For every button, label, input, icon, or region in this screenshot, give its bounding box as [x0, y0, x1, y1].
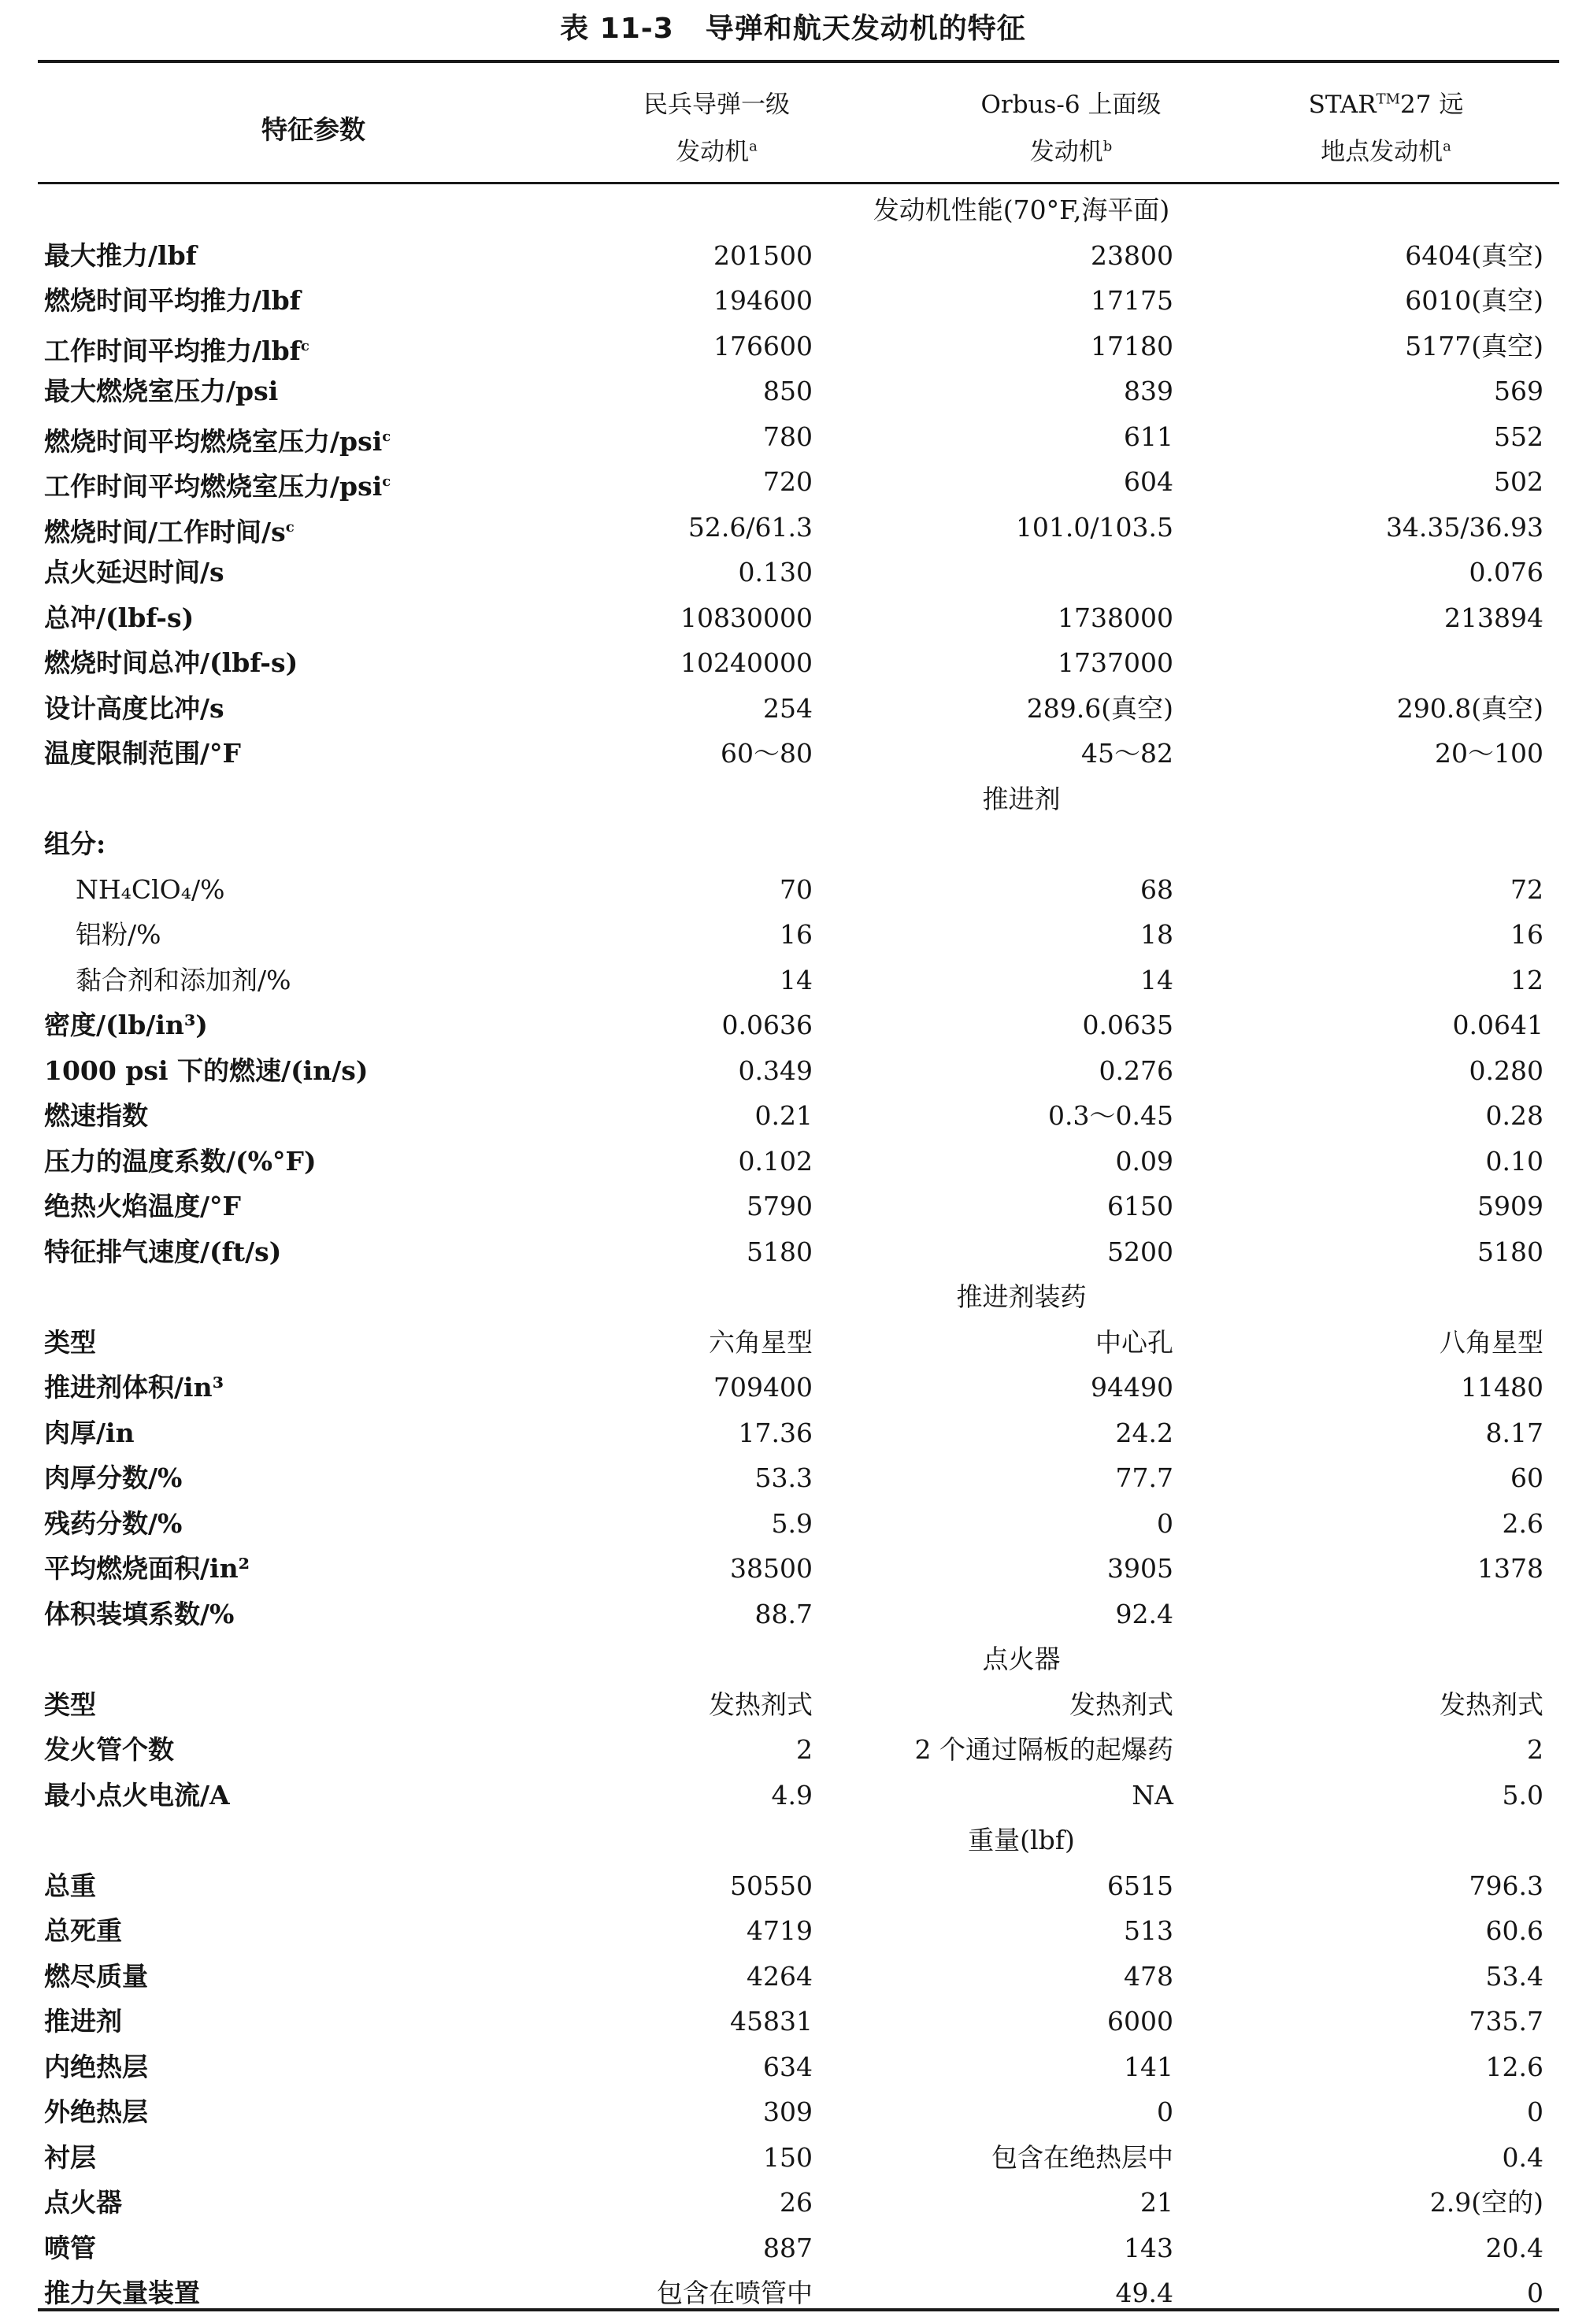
row-label-text: 黏合剂和添加剂/%	[76, 964, 291, 995]
cell-col3: 60.6	[1485, 1915, 1543, 1946]
cell-col2: 604	[1124, 466, 1173, 497]
row-label-text: 1000 psi 下的燃速/(in/s)	[44, 1055, 369, 1086]
cell-col1: 包含在喷管中	[657, 2278, 813, 2308]
row-label	[44, 2044, 148, 2090]
cell-col1: 六角星型	[709, 1326, 813, 1358]
row-label-text: 最小点火电流/A	[44, 1779, 230, 1811]
row-label-text: 发火管个数	[44, 1734, 174, 1765]
cell-col3: 552	[1494, 421, 1543, 452]
table-row	[0, 1592, 1586, 1637]
section-title: 推进剂	[982, 783, 1061, 814]
section-title: 推进剂装药	[956, 1281, 1087, 1312]
row-label	[44, 1682, 96, 1728]
row-label	[44, 550, 224, 595]
row-label-text: 工作时间平均燃烧室压力/psi	[44, 471, 383, 502]
cell-col2: 611	[1124, 421, 1173, 452]
row-label	[44, 505, 295, 555]
table-row	[0, 1954, 1586, 2000]
header-col1-line1: 民兵导弹一级	[643, 91, 790, 119]
row-label	[44, 686, 224, 732]
cell-col1: 0.130	[738, 557, 813, 587]
row-label-text: NH₄ClO₄/%	[76, 873, 225, 905]
row-label-text: 工作时间平均推力/lbf	[44, 335, 301, 366]
cell-col3: 735.7	[1469, 2006, 1543, 2037]
cell-col2: 94490	[1091, 1372, 1173, 1403]
cell-col3: 20.4	[1485, 2232, 1543, 2263]
section-header	[0, 1274, 1586, 1320]
row-label	[44, 2135, 96, 2181]
table-row	[0, 1773, 1586, 1818]
cell-col3: 八角星型	[1440, 1326, 1543, 1358]
row-label-text: 推进剂体积/in³	[44, 1372, 224, 1403]
row-label-footnote: c	[382, 428, 391, 445]
table-row	[0, 1139, 1586, 1184]
table-row	[0, 233, 1586, 279]
table-row	[0, 867, 1586, 913]
row-label	[44, 640, 298, 686]
table-row	[0, 324, 1586, 369]
table-row	[0, 1320, 1586, 1366]
row-label	[44, 1455, 182, 1501]
table-row	[0, 1727, 1586, 1773]
table-row	[0, 1682, 1586, 1728]
row-label	[44, 731, 241, 777]
row-label-text: 总死重	[44, 1915, 122, 1946]
top-rule	[38, 60, 1559, 63]
cell-col3: 16	[1510, 919, 1543, 950]
cell-col3: 6010(真空)	[1405, 285, 1543, 316]
cell-col2: 45～82	[1081, 738, 1173, 769]
cell-col2: 0.09	[1115, 1145, 1173, 1177]
row-label	[44, 2089, 148, 2135]
row-label	[44, 1229, 281, 1275]
cell-col1: 发热剂式	[709, 1688, 813, 1720]
row-label-text: 密度/(lb/in³)	[44, 1010, 208, 1040]
cell-col1: 201500	[713, 239, 813, 271]
cell-col2: 21	[1140, 2187, 1173, 2218]
table-row	[0, 2180, 1586, 2226]
cell-col3: 0.0641	[1452, 1010, 1543, 1040]
cell-col1: 309	[763, 2096, 813, 2127]
cell-col3: 1378	[1477, 1553, 1543, 1584]
table-row	[0, 686, 1586, 732]
table-row	[0, 1410, 1586, 1456]
cell-col3: 6404(真空)	[1405, 239, 1543, 271]
table-row	[0, 821, 1586, 867]
cell-col3: 0.4	[1502, 2141, 1543, 2173]
cell-col2: 143	[1124, 2232, 1173, 2263]
cell-col3: 2.9(空的)	[1429, 2187, 1543, 2218]
section-title: 发动机性能(70°F,海平面)	[873, 195, 1170, 225]
cell-col2: 6515	[1107, 1870, 1173, 1901]
row-label	[44, 821, 106, 867]
row-label-text: 总重	[44, 1870, 96, 1901]
table-number: 表 11-3	[560, 13, 674, 45]
cell-col1: 176600	[713, 330, 813, 361]
section-header	[0, 1818, 1586, 1863]
cell-col1: 720	[763, 466, 813, 497]
table-row	[0, 1093, 1586, 1139]
cell-col1: 709400	[713, 1372, 813, 1403]
cell-col3: 0.280	[1469, 1055, 1543, 1086]
row-label	[44, 2226, 96, 2271]
row-label	[44, 1410, 135, 1456]
row-label	[44, 1365, 224, 1410]
cell-col2: 141	[1124, 2051, 1173, 2082]
table-row	[0, 1184, 1586, 1229]
table-row	[0, 414, 1586, 460]
table-row	[0, 1048, 1586, 1094]
table-row	[0, 1863, 1586, 1909]
row-label-text: 绝热火焰温度/°F	[44, 1191, 241, 1221]
row-label-text: 内绝热层	[44, 2051, 148, 2082]
table-row	[0, 2226, 1586, 2271]
cell-col2: 513	[1124, 1915, 1173, 1946]
cell-col1: 45831	[730, 2006, 813, 2037]
header-parameter-label: 特征参数	[261, 114, 365, 145]
row-label	[44, 414, 391, 465]
cell-col2: 478	[1124, 1960, 1173, 1992]
table-row	[0, 640, 1586, 686]
cell-col1: 88.7	[754, 1598, 813, 1629]
cell-col1: 52.6/61.3	[687, 511, 813, 543]
row-label	[44, 1093, 148, 1139]
cell-col1: 5180	[747, 1236, 813, 1267]
table-row	[0, 1546, 1586, 1592]
section-title: 重量(lbf)	[968, 1825, 1075, 1855]
header-col2-line1: Orbus-6 上面级	[980, 91, 1162, 119]
row-label	[44, 1501, 182, 1547]
row-label	[44, 278, 301, 324]
row-label	[76, 912, 161, 958]
section-header	[0, 777, 1586, 822]
cell-col2: 17175	[1091, 285, 1173, 316]
cell-col3: 502	[1494, 466, 1543, 497]
table-row	[0, 1501, 1586, 1547]
cell-col3: 213894	[1444, 602, 1543, 633]
row-label	[76, 958, 291, 1003]
row-label-text: 类型	[44, 1688, 96, 1720]
cell-col1: 0.21	[754, 1100, 813, 1131]
cell-col2: 2 个通过隔板的起爆药	[914, 1734, 1173, 1765]
row-label-footnote: c	[382, 473, 391, 490]
cell-col2: 0.3～0.45	[1048, 1100, 1173, 1131]
cell-col3: 60	[1510, 1462, 1543, 1493]
table-row	[0, 369, 1586, 414]
cell-col1: 10830000	[680, 602, 813, 633]
cell-col2: 包含在绝热层中	[991, 2141, 1173, 2173]
row-label-text: 点火延迟时间/s	[44, 557, 224, 587]
cell-col2: 24.2	[1115, 1417, 1173, 1448]
cell-col1: 17.36	[738, 1417, 813, 1448]
cell-col1: 5790	[747, 1191, 813, 1221]
cell-col1: 150	[763, 2141, 813, 2173]
row-label	[44, 595, 194, 641]
row-label	[44, 2180, 122, 2226]
cell-col1: 10240000	[680, 647, 813, 678]
row-label-text: 推力矢量装置	[44, 2278, 200, 2308]
cell-col1: 26	[780, 2187, 813, 2218]
row-label	[44, 1727, 174, 1773]
header-col3-line2: 地点发动机$^a$	[1321, 138, 1451, 166]
cell-col2: 1738000	[1058, 602, 1173, 633]
cell-col1: 60～80	[721, 738, 813, 769]
cell-col2: 0	[1157, 1507, 1173, 1539]
cell-col3: 290.8(真空)	[1396, 692, 1543, 724]
table-body	[0, 187, 1586, 2316]
row-label	[44, 1954, 148, 2000]
cell-col3: 20～100	[1435, 738, 1543, 769]
bottom-rule	[38, 2308, 1559, 2311]
cell-col2: 1737000	[1058, 647, 1173, 678]
row-label	[44, 1773, 230, 1818]
cell-col2: 101.0/103.5	[1015, 511, 1173, 543]
row-label	[44, 1320, 96, 1366]
cell-col2: 49.4	[1115, 2278, 1173, 2308]
row-label-text: 最大燃烧室压力/psi	[44, 376, 279, 406]
cell-col3: 569	[1494, 376, 1543, 406]
row-label-text: 温度限制范围/°F	[44, 738, 241, 769]
table-row	[0, 278, 1586, 324]
cell-col1: 850	[763, 376, 813, 406]
cell-col2: 3905	[1107, 1553, 1173, 1584]
cell-col1: 4719	[747, 1915, 813, 1946]
row-label	[44, 1592, 234, 1637]
row-label	[44, 1048, 368, 1094]
cell-col2: 5200	[1107, 1236, 1173, 1267]
row-label	[44, 1003, 208, 1048]
row-label	[44, 1863, 96, 1909]
cell-col3: 5.0	[1502, 1779, 1543, 1811]
header-col2-line2: 发动机$^b$	[1029, 138, 1113, 166]
row-label-text: 最大推力/lbf	[44, 239, 197, 271]
cell-col1: 2	[796, 1734, 813, 1765]
table-row	[0, 1229, 1586, 1275]
row-label	[44, 233, 197, 279]
table-row	[0, 595, 1586, 641]
row-label-text: 类型	[44, 1326, 96, 1358]
table-row	[0, 1455, 1586, 1501]
row-label-text: 组分:	[44, 828, 106, 859]
row-label-text: 肉厚/in	[44, 1417, 135, 1448]
cell-col3: 5180	[1477, 1236, 1543, 1267]
header-rule	[38, 182, 1559, 184]
cell-col1: 70	[780, 873, 813, 905]
row-label	[44, 1908, 122, 1954]
row-label	[44, 1999, 122, 2044]
table-row	[0, 1365, 1586, 1410]
table-row	[0, 505, 1586, 550]
cell-col1: 53.3	[754, 1462, 813, 1493]
cell-col3: 796.3	[1469, 1870, 1543, 1901]
row-label-text: 燃烧时间总冲/(lbf-s)	[44, 647, 298, 678]
header-col3-line1: STAR™27 远	[1308, 91, 1464, 119]
cell-col2: 17180	[1091, 330, 1173, 361]
cell-col2: 0	[1157, 2096, 1173, 2127]
row-label-text: 燃烧时间平均推力/lbf	[44, 285, 301, 316]
cell-col3: 2	[1527, 1734, 1543, 1765]
row-label-text: 铝粉/%	[76, 919, 161, 950]
cell-col3: 2.6	[1502, 1507, 1543, 1539]
row-label-text: 平均燃烧面积/in²	[44, 1553, 250, 1584]
table-caption	[0, 3, 1586, 55]
table-row	[0, 459, 1586, 505]
cell-col3: 34.35/36.93	[1385, 511, 1543, 543]
row-label	[76, 867, 224, 913]
cell-col3: 72	[1510, 873, 1543, 905]
cell-col2: 0.276	[1099, 1055, 1173, 1086]
row-label-footnote: c	[300, 337, 309, 354]
table-row	[0, 958, 1586, 1003]
cell-col2: 18	[1140, 919, 1173, 950]
table-row	[0, 1908, 1586, 1954]
section-title: 点火器	[982, 1644, 1061, 1674]
table-row	[0, 1003, 1586, 1048]
cell-col3: 8.17	[1485, 1417, 1543, 1448]
row-label	[44, 1139, 317, 1184]
cell-col2: 289.6(真空)	[1026, 692, 1173, 724]
cell-col1: 0.349	[738, 1055, 813, 1086]
cell-col1: 887	[763, 2232, 813, 2263]
section-header	[0, 1636, 1586, 1682]
cell-col1: 0.102	[738, 1145, 813, 1177]
row-label	[44, 369, 278, 414]
table-row	[0, 2044, 1586, 2090]
table-row	[0, 550, 1586, 595]
cell-col3: 0	[1527, 2096, 1543, 2127]
cell-col2: 发热剂式	[1069, 1688, 1173, 1720]
row-label-text: 肉厚分数/%	[44, 1462, 183, 1493]
cell-col3: 11480	[1461, 1372, 1543, 1403]
row-label-text: 衬层	[44, 2141, 96, 2173]
cell-col3: 12.6	[1485, 2051, 1543, 2082]
row-label	[44, 1184, 241, 1229]
row-label-text: 设计高度比冲/s	[44, 692, 224, 724]
cell-col3: 0.076	[1469, 557, 1543, 587]
cell-col3: 5177(真空)	[1405, 330, 1543, 361]
row-label-text: 特征排气速度/(ft/s)	[44, 1236, 282, 1267]
cell-col1: 38500	[730, 1553, 813, 1584]
cell-col2: 92.4	[1115, 1598, 1173, 1629]
row-label	[44, 459, 391, 510]
cell-col2: 中心孔	[1095, 1326, 1173, 1358]
table-title: 导弹和航天发动机的特征	[705, 13, 1026, 45]
cell-col3: 0.10	[1485, 1145, 1543, 1177]
cell-col1: 50550	[730, 1870, 813, 1901]
cell-col2: NA	[1132, 1779, 1173, 1811]
row-label	[44, 324, 309, 374]
table-row	[0, 731, 1586, 777]
cell-col1: 16	[780, 919, 813, 950]
row-label-text: 残药分数/%	[44, 1507, 183, 1539]
row-label-text: 推进剂	[44, 2006, 122, 2037]
cell-col1: 194600	[713, 285, 813, 316]
cell-col3: 12	[1510, 964, 1543, 995]
table-row	[0, 912, 1586, 958]
cell-col1: 4.9	[771, 1779, 813, 1811]
cell-col2: 6000	[1107, 2006, 1173, 2037]
row-label-text: 压力的温度系数/(%°F)	[44, 1145, 317, 1177]
cell-col1: 780	[763, 421, 813, 452]
row-label-text: 点火器	[44, 2187, 122, 2218]
cell-col3: 5909	[1477, 1191, 1543, 1221]
row-label-text: 燃烧时间平均燃烧室压力/psi	[44, 425, 383, 457]
cell-col3: 0	[1527, 2278, 1543, 2308]
cell-col2: 6150	[1107, 1191, 1173, 1221]
row-label-footnote: c	[285, 518, 295, 536]
cell-col2: 0.0635	[1082, 1010, 1173, 1040]
row-label-text: 总冲/(lbf-s)	[44, 602, 195, 633]
cell-col1: 634	[763, 2051, 813, 2082]
table-row	[0, 1999, 1586, 2044]
section-header	[0, 187, 1586, 233]
row-label	[44, 1546, 250, 1592]
cell-col1: 5.9	[771, 1507, 813, 1539]
cell-col1: 0.0636	[721, 1010, 813, 1040]
cell-col2: 23800	[1091, 239, 1173, 271]
row-label-text: 喷管	[44, 2232, 96, 2263]
header-col1-line2: 发动机$^a$	[676, 138, 758, 166]
row-label-text: 体积装填系数/%	[44, 1598, 235, 1629]
cell-col2: 839	[1124, 376, 1173, 406]
cell-col1: 4264	[747, 1960, 813, 1992]
row-label-text: 燃尽质量	[44, 1960, 148, 1992]
table-row	[0, 2135, 1586, 2181]
cell-col2: 14	[1140, 964, 1173, 995]
table-row	[0, 2089, 1586, 2135]
cell-col2: 68	[1140, 873, 1173, 905]
cell-col1: 254	[763, 692, 813, 724]
cell-col3: 发热剂式	[1440, 1688, 1543, 1720]
row-label-text: 外绝热层	[44, 2096, 148, 2127]
cell-col3: 53.4	[1485, 1960, 1543, 1992]
cell-col1: 14	[780, 964, 813, 995]
cell-col3: 0.28	[1485, 1100, 1543, 1131]
row-label-text: 燃烧时间/工作时间/s	[44, 516, 286, 547]
cell-col2: 77.7	[1115, 1462, 1173, 1493]
row-label-text: 燃速指数	[44, 1100, 148, 1131]
